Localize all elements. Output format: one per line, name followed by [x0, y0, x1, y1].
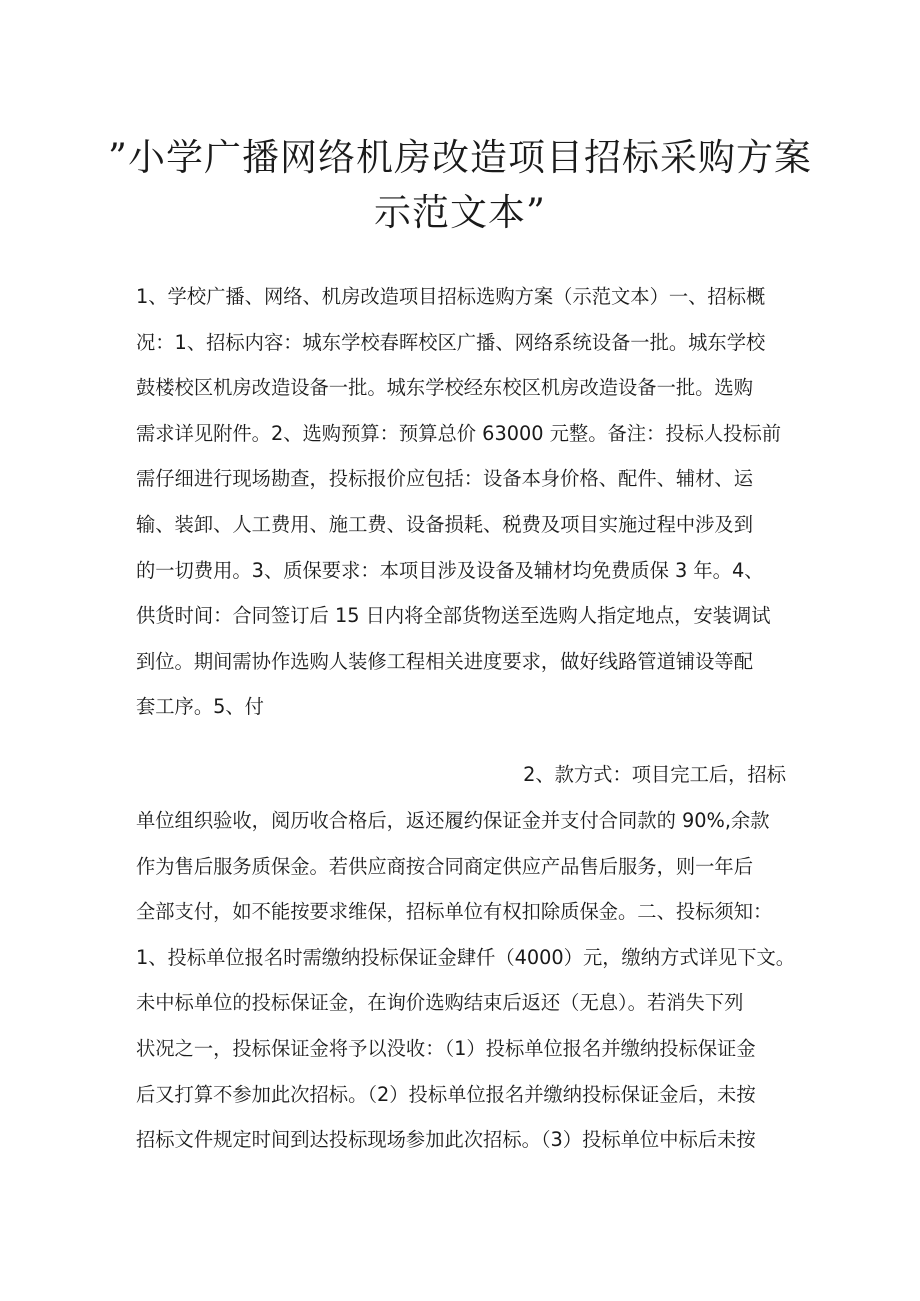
paragraph-2-line: 作为售后服务质保金。若供应商按合同商定供应产品售后服务，则一年后 — [136, 854, 753, 878]
paragraph-2-line: 招标文件规定时间到达投标现场参加此次招标。（3）投标单位中标后未按 — [136, 1128, 756, 1152]
paragraph-2-line: 全部支付，如不能按要求维保，招标单位有权扣除质保金。二、投标须知： — [136, 900, 773, 924]
paragraph-1-line: 况：1、招标内容：城东学校春晖校区广播、网络系统设备一批。城东学校 — [136, 330, 766, 354]
paragraph-1-line: 需仔细进行现场勘查，投标报价应包括：设备本身价格、配件、辅材、运 — [136, 467, 753, 491]
paragraph-2-line: 1、投标单位报名时需缴纳投标保证金肆仟（4000）元，缴纳方式详见下文。 — [136, 945, 796, 969]
paragraph-1-line: 供货时间：合同签订后 15 日内将全部货物送至选购人指定地点，安装调试 — [136, 604, 771, 628]
paragraph-2-line: 未中标单位的投标保证金，在询价选购结束后返还（无息）。若消失下列 — [136, 991, 744, 1015]
document-title-line-2: 示范文本” — [374, 191, 546, 234]
paragraph-2 — [136, 798, 796, 1163]
paragraph-2-line: 单位组织验收，阅历收合格后，返还履约保证金并支付合同款的 90%,余款 — [136, 809, 770, 832]
document-title-line-1: ”小学广播网络机房改造项目招标采购方案 — [108, 136, 812, 179]
paragraph-1-line: 的一切费用。3、质保要求：本项目涉及设备及辅材均免费质保 3 年。4、 — [136, 558, 764, 582]
paragraph-2-line: 状况之一，投标保证金将予以没收：（1）投标单位报名并缴纳投标保证金 — [136, 1036, 756, 1060]
paragraph-2-line: 后又打算不参加此次招标。（2）投标单位报名并缴纳投标保证金后，未按 — [136, 1082, 756, 1106]
paragraph-1-line: 鼓楼校区机房改造设备一批。城东学校经东校区机房改造设备一批。选购 — [136, 376, 753, 400]
paragraph-1 — [136, 274, 796, 730]
paragraph-1-line: 到位。期间需协作选购人装修工程相关进度要求，做好线路管道铺设等配 — [136, 649, 753, 673]
paragraph-1-line: 输、装卸、人工费用、施工费、设备损耗、税费及项目实施过程中涉及到 — [136, 512, 753, 536]
paragraph-1-line: 需求详见附件。2、选购预算：预算总价 63000 元整。备注：投标人投标前 — [136, 421, 782, 445]
paragraph-2-head: 2、款方式：项目完工后，招标 — [523, 763, 786, 786]
paragraph-1-line: 套工序。5、付 — [136, 695, 264, 719]
paragraph-1-line: 1、学校广播、网络、机房改造项目招标选购方案（示范文本）一、招标概 — [136, 285, 766, 308]
